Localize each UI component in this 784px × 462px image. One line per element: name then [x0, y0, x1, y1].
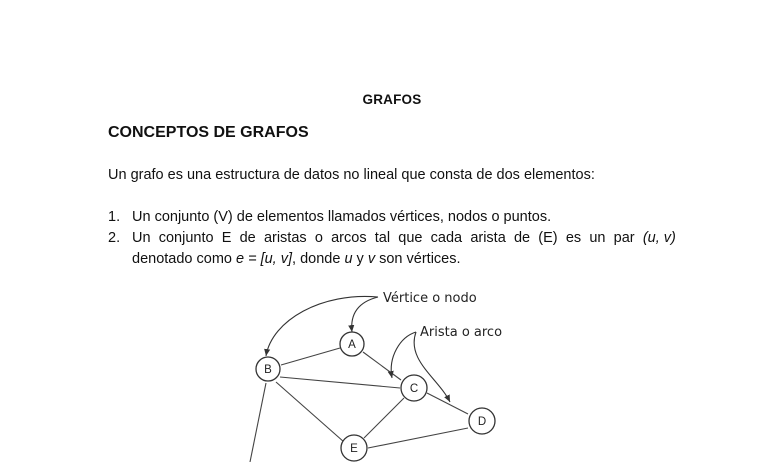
svg-text:B: B — [264, 364, 272, 376]
edge-B-C — [280, 377, 400, 388]
list-item-1 — [108, 207, 676, 228]
graph-diagram — [240, 282, 560, 462]
edge-B-E — [276, 382, 344, 442]
intro-paragraph: Un grafo es una estructura de datos no lineal que consta de dos elementos: — [108, 167, 595, 183]
node-C — [401, 375, 427, 401]
edge-C-E — [364, 398, 404, 438]
svg-text:D: D — [477, 416, 487, 428]
edge-B-bottom — [250, 383, 266, 462]
list-item-2 — [108, 228, 676, 270]
math-expression: e = [u, v] — [236, 251, 293, 267]
list-number: 2. — [108, 230, 121, 246]
list-item-2-line-2: denotado como e = [u, v], donde u y v son vértices. — [132, 251, 461, 267]
vertex-callout-label: Vértice o nodo — [383, 291, 477, 306]
vertex-callout-arrow — [352, 297, 378, 332]
list-number: 1. — [108, 209, 121, 225]
list-item-2-line-1: Un conjunto E de aristas o arcos tal que cada arista de (E) es un par (u, v) — [132, 230, 676, 246]
node-E — [341, 435, 367, 461]
edge-callout-arrow — [391, 332, 416, 378]
node-B — [256, 357, 280, 381]
edge-D-E — [368, 428, 468, 448]
svg-text:C: C — [409, 383, 419, 395]
section-heading: CONCEPTOS DE GRAFOS — [108, 124, 309, 141]
definition-list — [108, 207, 676, 270]
document-title: GRAFOS — [362, 92, 422, 107]
node-D — [469, 408, 495, 434]
edge-callout-label: Arista o arco — [420, 325, 503, 340]
graph-figure — [240, 282, 560, 455]
list-item-text: Un conjunto (V) de elementos llamados vértices, nodos o puntos. — [132, 209, 552, 225]
svg-text:E: E — [350, 443, 358, 455]
edge-A-B — [281, 348, 340, 365]
svg-text:A: A — [348, 339, 356, 351]
edge-A-C — [363, 352, 401, 380]
edge-C-D — [427, 393, 468, 414]
node-A — [340, 332, 364, 356]
